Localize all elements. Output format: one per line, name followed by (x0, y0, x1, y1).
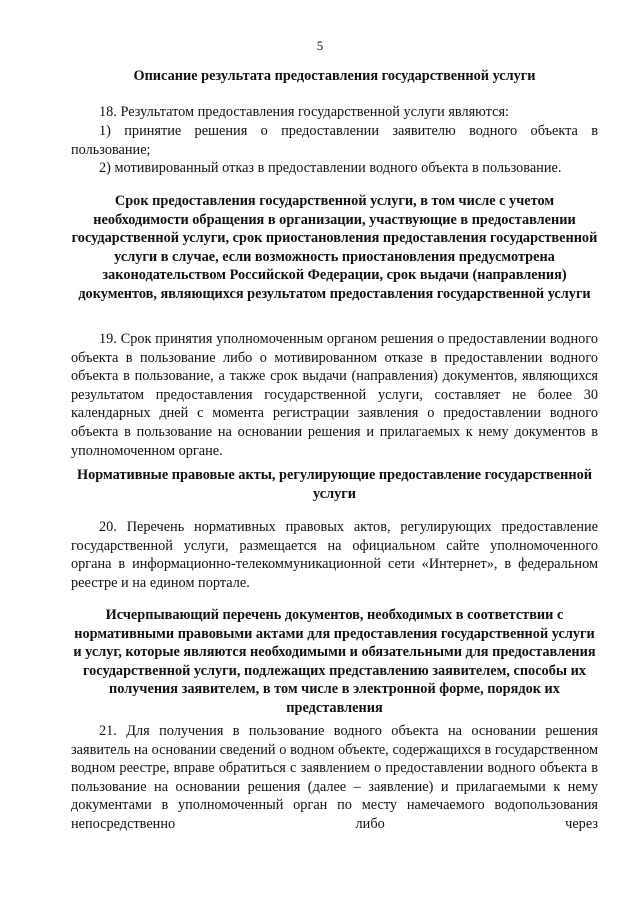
page-number: 5 (316, 38, 324, 53)
paragraph-18-item-1: 1) принятие решения о предоставлении заявителю водного объекта в пользование; (71, 123, 598, 158)
paragraph-18: 18. Результатом предоставления государственной услуги являются: (99, 104, 509, 120)
paragraph-18-item-2: 2) мотивированный отказ в предоставлении водного объекта в пользование. (99, 160, 562, 176)
section-heading-legal-acts: Нормативные правовые акты, регулирующие предоставление государственной услуги (77, 467, 592, 502)
paragraph-21: 21. Для получения в пользование водного объекта на основании решения заявитель на основании сведений о водном объекте, содержащихся в государственном водном реестре, вправе обратиться с заявлением о предоставлении водного объекта в пользование на основании решения (далее – заявление) и прилагаемыми к нему документами в уполномоченный орган по месту намечаемого водопользования непосредственно либо через (71, 723, 598, 832)
section-heading-term: Срок предоставления государственной услуги, в том числе с учетом необходимости обращения в организации, участвующие в предоставлении государственной услуги, срок приостановления предоставления государственной услуги в случае, если возможность приостановления предусмотрена законодательством Российской Федерации, срок выдачи (направления) документов, являющихся результатом предоставления государственной услуги (71, 193, 598, 302)
section-heading-result: Описание результата предоставления государственной услуги (133, 68, 536, 84)
paragraph-20: 20. Перечень нормативных правовых актов, регулирующих предоставление государственной услуги, размещается на официальном сайте уполномоченного органа в информационно-телекоммуникационной сети «Интернет», в федеральном реестре и на едином портале. (71, 519, 598, 591)
section-heading-documents: Исчерпывающий перечень документов, необходимых в соответствии с нормативными правовыми актами для предоставления государственной услуги и услуг, которые являются необходимыми и обязательными для предоставления государственной услуги, подлежащих представлению заявителем, способы их получения заявителем, в том числе в электронной форме, порядок их представления (73, 607, 596, 716)
paragraph-19: 19. Срок принятия уполномоченным органом решения о предоставлении водного объекта в пользование либо о мотивированном отказе в предоставлении водного объекта в пользование, а также срок выдачи (направления) документов, являющихся результатом предоставления государственной услуги, составляет не более 30 календарных дней с момента регистрации заявления о предоставлении водного объекта в пользование на основании решения и прилагаемых к нему документов в уполномоченном органе. (71, 331, 598, 459)
